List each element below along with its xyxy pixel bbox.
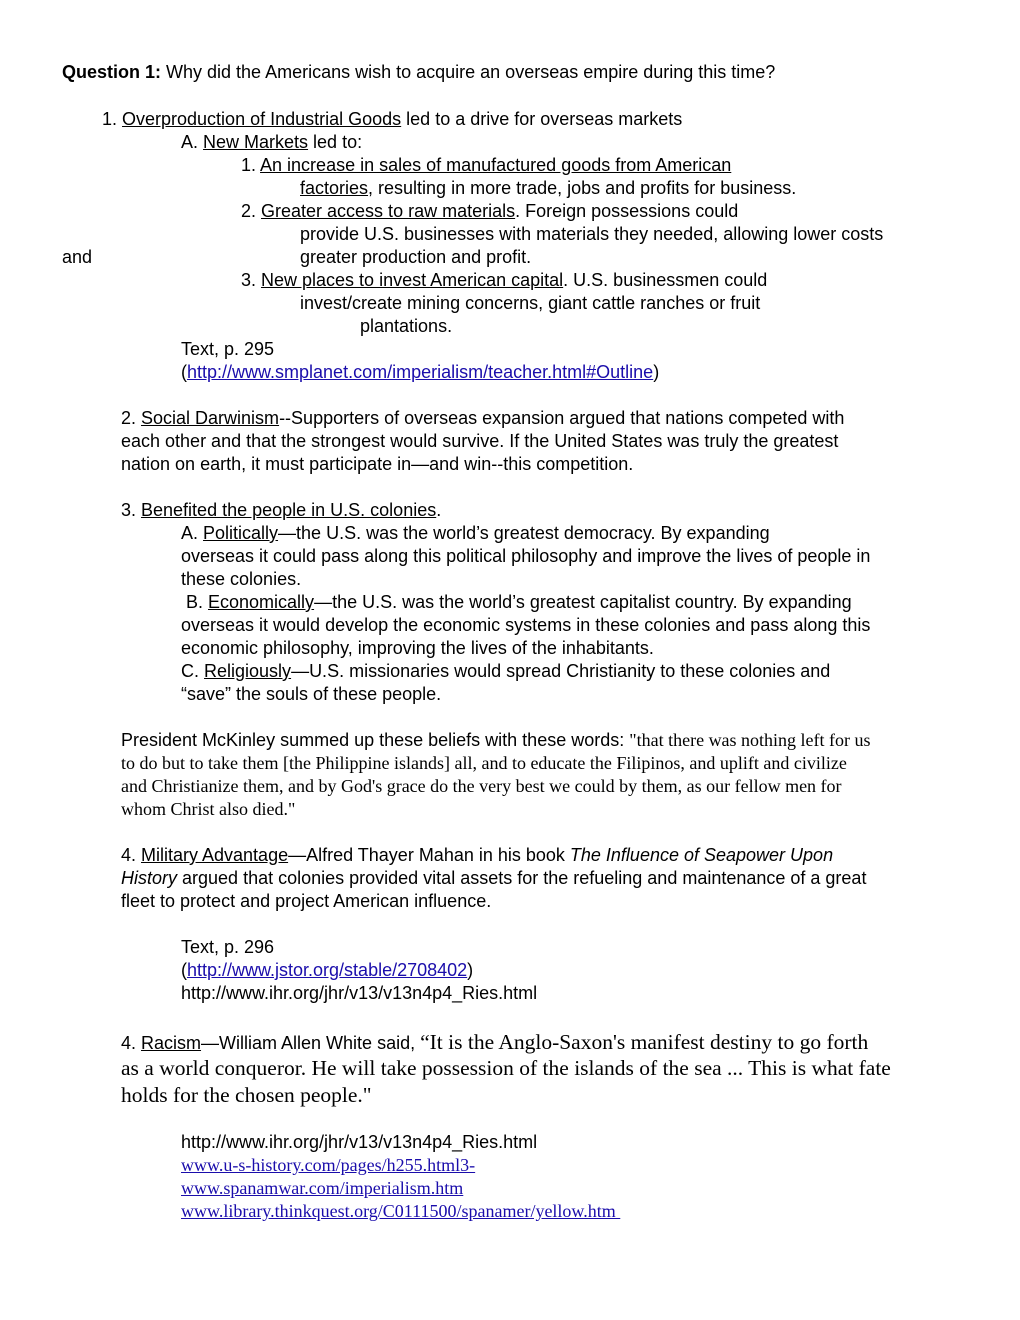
section-3-a-line2: overseas it could pass along this political philosophy and improve the lives of people in	[181, 546, 871, 566]
ihr-ref-2: http://www.ihr.org/jhr/v13/v13n4p4_Ries.html	[181, 1132, 538, 1152]
section-1-item-2: 2. Greater access to raw materials. Foreign possessions could	[241, 201, 739, 221]
question-label: Question 1:	[62, 62, 162, 82]
thinkquest-link[interactable]: www.library.thinkquest.org/C0111500/spanamer/yellow.htm	[181, 1201, 621, 1221]
section-3-c-line2: “save” the souls of these people.	[181, 684, 442, 704]
section-1-item-1-cont: factories, resulting in more trade, jobs and profits for business.	[300, 178, 797, 198]
book-title: The Influence of Seapower Upon	[569, 845, 834, 865]
section-3-b-line2: overseas it would develop the economic systems in these colonies and pass along this	[181, 615, 871, 635]
source-link-1-wrap: (http://www.smplanet.com/imperialism/teacher.html#Outline)	[181, 362, 660, 382]
question-heading	[62, 61, 775, 84]
section-5-heading: 4. Racism—William Allen White said, “It is the Anglo-Saxon's manifest destiny to go forth	[121, 1030, 869, 1054]
us-history-link[interactable]: www.u-s-history.com/pages/h255.html3-	[181, 1155, 476, 1175]
section-3-a-line3: these colonies.	[181, 569, 302, 589]
section-4-heading: 4. Military Advantage—Alfred Thayer Mahan in his book The Influence of Seapower Upon	[121, 845, 834, 865]
section-3-b: B. Economically—the U.S. was the world’s greatest capitalist country. By expanding	[181, 592, 852, 612]
section-1-item-2-and: and	[62, 247, 93, 267]
section-1-item-3-line3: plantations.	[360, 316, 453, 336]
section-1-item-3-line2: invest/create mining concerns, giant cattle ranches or fruit	[300, 293, 761, 313]
section-2-line2: each other and that the strongest would survive. If the United States was truly the greatest	[121, 431, 839, 451]
ihr-ref-1: http://www.ihr.org/jhr/v13/v13n4p4_Ries.html	[181, 983, 538, 1003]
section-1-item-2-line2: provide U.S. businesses with materials they needed, allowing lower costs	[300, 224, 884, 244]
new-markets-title: New Markets	[203, 132, 309, 152]
source-text-2: Text, p. 296	[181, 937, 275, 957]
section-1-item-3: 3. New places to invest American capital. U.S. businessmen could	[241, 270, 768, 290]
section-4-line3: fleet to protect and project American influence.	[121, 891, 492, 911]
section-1-heading: 1. Overproduction of Industrial Goods led to a drive for overseas markets	[102, 109, 683, 129]
source-link-2-wrap: (http://www.jstor.org/stable/2708402)	[181, 960, 474, 980]
smplanet-link[interactable]: http://www.smplanet.com/imperialism/teacher.html#Outline	[187, 362, 654, 382]
question-text: Why did the Americans wish to acquire an overseas empire during this time?	[161, 62, 776, 82]
benefited-title: Benefited the people in U.S. colonies	[141, 500, 437, 520]
section-2-heading: 2. Social Darwinism--Supporters of overseas expansion argued that nations competed with	[121, 408, 845, 428]
section-1-a: A. New Markets led to:	[181, 132, 363, 152]
section-5-line2: as a world conqueror. He will take possession of the islands of the sea ... This is what fate	[121, 1056, 891, 1080]
section-3-a: A. Politically—the U.S. was the world’s greatest democracy. By expanding	[181, 523, 770, 543]
mckinley-line4: whom Christ also died."	[121, 799, 296, 819]
military-advantage-title: Military Advantage	[141, 845, 289, 865]
section-4-line2: History argued that colonies provided vital assets for the refueling and maintenance of a great	[121, 868, 867, 888]
section-5-line3: holds for the chosen people."	[121, 1083, 372, 1107]
section-1-item-2-line3: greater production and profit.	[300, 247, 532, 267]
jstor-link[interactable]: http://www.jstor.org/stable/2708402	[187, 960, 468, 980]
section-3-b-line3: economic philosophy, improving the lives of the inhabitants.	[181, 638, 654, 658]
source-text-1: Text, p. 295	[181, 339, 275, 359]
mckinley-intro: President McKinley summed up these beliefs with these words: "that there was nothing left for us	[121, 730, 871, 750]
section-2-line3: nation on earth, it must participate in—and win--this competition.	[121, 454, 634, 474]
mckinley-line2: to do but to take them [the Philippine islands] all, and to educate the Filipinos, and uplift and civilize	[121, 753, 847, 773]
section-1-item-1: 1. An increase in sales of manufactured goods from American	[241, 155, 732, 175]
section-3-heading: 3. Benefited the people in U.S. colonies.	[121, 500, 442, 520]
mckinley-line3: and Christianize them, and by God's grace do the very best we could by them, as our fellow men for	[121, 776, 842, 796]
spanamwar-link[interactable]: www.spanamwar.com/imperialism.htm	[181, 1178, 464, 1198]
section-3-c: C. Religiously—U.S. missionaries would spread Christianity to these colonies and	[181, 661, 831, 681]
racism-title: Racism	[141, 1033, 202, 1053]
section-1-title: Overproduction of Industrial Goods	[122, 109, 402, 129]
social-darwinism-title: Social Darwinism	[141, 408, 280, 428]
